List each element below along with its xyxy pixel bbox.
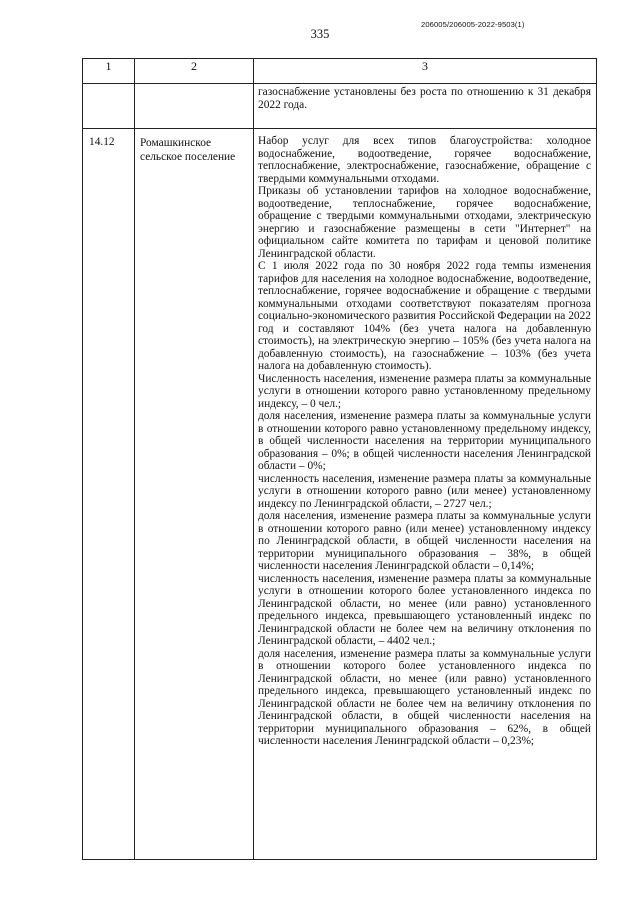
- table-header-row: [83, 59, 597, 84]
- text-paragraph: численность населения, изменение размера платы за коммунальные услуги в отношении которого более установленного индекса по Ленинградской области, но менее (или равно) установленного предельного индекса, превышающего установленный индекс по Ленинградской области не более чем на величину отклонения по Ленинградской области, – 4402 чел.;: [258, 572, 591, 647]
- row-text-cell: [254, 84, 597, 129]
- text-paragraph: газоснабжение установлены без роста по отношению к 31 декабря 2022 года.: [258, 86, 591, 111]
- text-paragraph: С 1 июля 2022 года по 30 ноября 2022 года темпы изменения тарифов для населения на холодное водоснабжение, водоотведение, теплоснабжение, горячее водоснабжение и обращение с твердыми коммунальными отходами соответствуют показателям прогноза социально-экономического развития Российской Федерации на 2022 год и составляют 104% (без учета налога на добавленную стоимость), на электрическую энергию – 105% (без учета налога на добавленную стоимость), на газоснабжение – 103% (без учета налога на добавленную стоимость).: [258, 260, 591, 372]
- row-number-cell: [83, 84, 135, 129]
- text-paragraph: доля населения, изменение размера платы за коммунальные услуги в отношении которого более установленного индекса по Ленинградской области, но менее (или равно) установленного предельного индекса, превышающего установленный индекс по Ленинградской области не более чем на величину отклонения по Ленинградской области, в общей численности населения на территории муниципального образования – 62%, в общей численности населения Ленинградской области – 0,23%;: [258, 647, 591, 747]
- row-name-cell: [135, 84, 254, 129]
- text-paragraph: доля населения, изменение размера платы за коммунальные услуги в отношении которого равно (или менее) установленному индексу по Ленинградской области, в общей численности населения на территории муниципального образования – 38%, в общей численности населения Ленинградской области – 0,14%;: [258, 510, 591, 572]
- text-paragraph: доля населения, изменение размера платы за коммунальные услуги в отношении которого равно установленному предельному индексу, в общей численности населения на территории муниципального образования – 0%; в общей численности населения Ленинградской области – 0%;: [258, 410, 591, 472]
- tariff-table: [82, 58, 597, 860]
- table-row: [83, 129, 597, 860]
- row-name-cell: Ромашкинское сельское поселение: [135, 129, 254, 860]
- text-paragraph: Приказы об установлении тарифов на холодное водоснабжение, водоотведение, теплоснабжение, горячее водоснабжение, обращение с твердыми коммунальными отходами, электрическую энергию и газоснабжение размещены в сети "Интернет" на официальном сайте комитета по тарифам и ценовой политике Ленинградской области.: [258, 185, 591, 260]
- text-paragraph: численность населения, изменение размера платы за коммунальные услуги в отношении которого равно (или менее) установленному индексу по Ленинградской области, – 2727 чел.;: [258, 472, 591, 510]
- column-header-3: 3: [254, 59, 597, 84]
- text-paragraph: Набор услуг для всех типов благоустройства: холодное водоснабжение, водоотведение, горячее водоснабжение, теплоснабжение, электроснабжение, газоснабжение, обращение с твердыми коммунальными отходами.: [258, 135, 591, 185]
- row-text-cell: [254, 129, 597, 860]
- document-code: 206005/206005-2022-9503(1): [421, 20, 525, 29]
- page-number: 335: [310, 27, 330, 41]
- text-paragraph: Численность населения, изменение размера платы за коммунальные услуги в отношении которого равно установленному предельному индексу, – 0 чел.;: [258, 372, 591, 410]
- table-row: [83, 84, 597, 129]
- column-header-1: 1: [83, 59, 135, 84]
- column-header-2: 2: [135, 59, 254, 84]
- row-number-cell: 14.12: [83, 129, 135, 860]
